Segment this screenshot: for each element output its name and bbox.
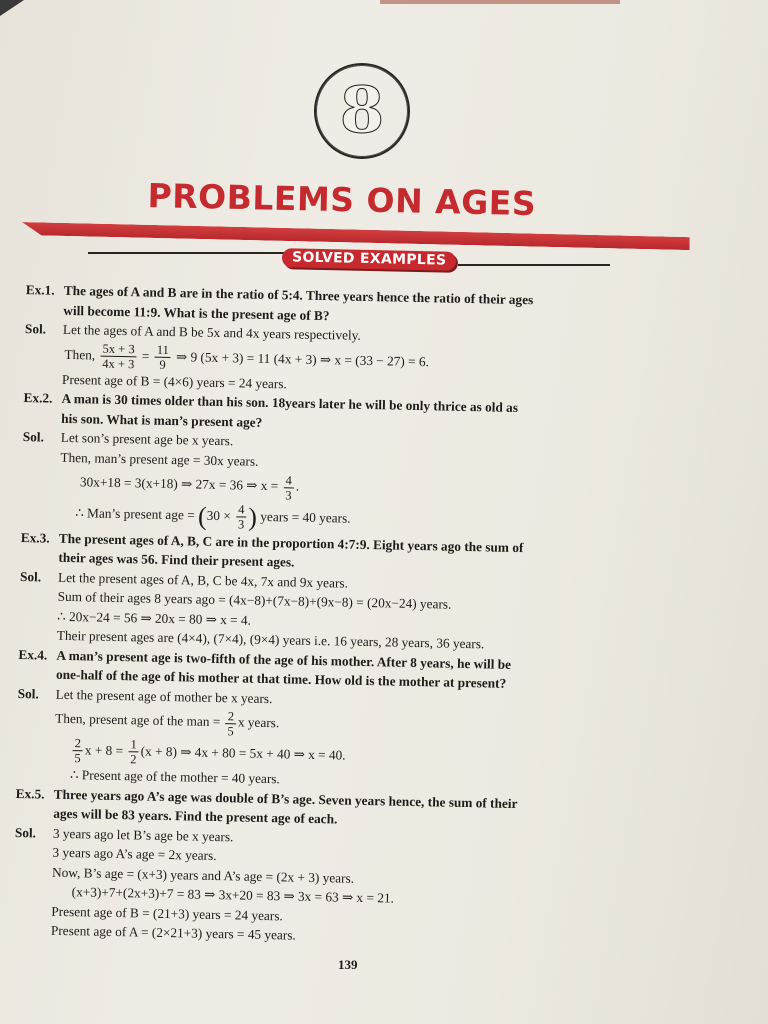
then-text: Then, <box>64 346 96 362</box>
question-text: Three years ago A’s age was double of B’s age. Seven years hence, the sum of their <box>53 786 518 811</box>
solution-line: Then, man’s present age = 30x years. <box>60 449 259 469</box>
example-label: Ex.3. <box>20 529 50 546</box>
equation-text: x years. <box>237 714 280 731</box>
numerator: 5x + 3 <box>100 342 136 358</box>
numerator: 11 <box>155 343 171 358</box>
chapter-title: PROBLEMS ON AGES <box>147 176 537 224</box>
numerator: 4 <box>283 473 294 488</box>
question-text: one-half of the age of his mother at that time. How old is the mother at present? <box>55 667 507 692</box>
solution-line: Sum of their ages 8 years ago = (4x−8)+(7x−8)+(9x−8) = (20x−24) years. <box>57 589 452 613</box>
examples-content <box>9 280 696 953</box>
equation-text: ∴ Man’s present age = <box>75 505 195 523</box>
solution-label: Sol. <box>24 321 47 337</box>
fraction <box>128 737 139 766</box>
numerator: 1 <box>128 737 139 752</box>
denominator: 5 <box>74 751 81 766</box>
denominator: 5 <box>227 724 234 739</box>
solution-line: Let son’s present age be x years. <box>60 430 234 449</box>
fraction <box>225 709 236 738</box>
question-text: ages will be 83 years. Find the present age of each. <box>53 806 338 827</box>
solution-line: 3 years ago A’s age = 2x years. <box>52 844 217 864</box>
solution-line: Let the present age of mother be x years. <box>55 686 273 706</box>
equation-text: (x + 8) ⇒ 4x + 80 = 5x + 40 ⇒ x = 40. <box>140 743 346 763</box>
question-text: The present ages of A, B, C are in the proportion 4:7:9. Eight years ago the sum of <box>58 530 524 555</box>
solution-line: Present age of B = (4×6) years = 24 years. <box>61 371 287 392</box>
top-edge-strip <box>380 0 620 4</box>
right-paren: ) <box>248 502 258 532</box>
right-divider-rule <box>458 264 610 266</box>
numerator: 2 <box>73 736 84 751</box>
solution-line: Present age of A = (2×21+3) years = 45 years. <box>50 922 296 943</box>
question-text: The ages of A and B are in the ratio of 5:4. Three years hence the ratio of their ages <box>63 282 534 308</box>
fraction <box>72 736 83 765</box>
question-text: A man is 30 times older than his son. 18years later he will be only thrice as old as <box>61 391 519 416</box>
denominator: 3 <box>285 488 292 503</box>
numerator: 4 <box>236 503 247 518</box>
left-paren: ( <box>197 501 207 531</box>
page-corner-shadow <box>0 0 24 16</box>
equation-text: Then, present age of the man = <box>55 711 221 730</box>
solution-line: ∴ 20x−24 = 56 ⇒ 20x = 80 ⇒ x = 4. <box>57 608 252 628</box>
solution-line: Let the ages of A and B be 5x and 4x years respectively. <box>62 321 361 343</box>
example-label: Ex.2. <box>23 390 53 407</box>
solution-line: Their present ages are (4×4), (7×4), (9×4) years i.e. 16 years, 28 years, 36 years. <box>56 628 485 652</box>
fraction <box>236 503 247 532</box>
solution-line: (x+3)+7+(2x+3)+7 = 83 ⇒ 3x+20 = 83 ⇒ 3x = 63 ⇒ x = 21. <box>71 884 395 906</box>
example-1 <box>20 280 696 402</box>
solution-line: 3 years ago let B’s age be x years. <box>52 825 234 845</box>
equation-text: ⇒ 9 (5x + 3) = 11 (4x + 3) ⇒ x = (33 − 27) = 6. <box>175 348 430 369</box>
paren-content: 30 × <box>206 507 231 524</box>
left-divider-rule <box>88 252 288 254</box>
denominator: 4x + 3 <box>102 356 135 372</box>
fraction <box>283 473 294 502</box>
solution-line: Now, B’s age = (x+3) years and A’s age = (2x + 3) years. <box>51 864 355 886</box>
chapter-number: 8 <box>339 73 385 148</box>
example-3 <box>15 528 691 659</box>
chapter-number-badge <box>314 63 410 159</box>
equation-text: years = 40 years. <box>260 508 351 526</box>
example-4 <box>12 645 689 797</box>
section-heading-pill: SOLVED EXAMPLES <box>282 248 457 271</box>
example-label: Ex.5. <box>15 785 45 802</box>
fraction <box>100 342 137 372</box>
equation-text: 30x+18 = 3(x+18) ⇒ 27x = 36 ⇒ x = <box>79 474 279 494</box>
page-number: 139 <box>338 957 358 972</box>
denominator: 3 <box>237 517 245 532</box>
solution-line: ∴ Present age of the mother = 40 years. <box>69 767 280 787</box>
solution-line: Present age of B = (21+3) years = 24 years. <box>51 903 283 924</box>
denominator: 9 <box>159 357 166 372</box>
question-text: will become 11:9. What is the present age of B? <box>63 302 330 323</box>
solution-label: Sol. <box>19 568 42 585</box>
fraction <box>154 343 171 372</box>
period: . <box>295 478 300 495</box>
question-text: A man’s present age is two-fifth of the age of his mother. After 8 years, he will be <box>56 647 512 672</box>
equals-sign: = <box>141 347 150 364</box>
title-underline-band <box>22 222 690 250</box>
solution-label: Sol. <box>14 824 37 841</box>
question-text: his son. What is man’s present age? <box>61 410 263 430</box>
example-label: Ex.4. <box>18 646 48 663</box>
solution-label: Sol. <box>22 429 45 445</box>
example-5 <box>9 784 686 953</box>
denominator: 2 <box>130 752 137 767</box>
example-2 <box>17 388 694 541</box>
solution-line: Let the present ages of A, B, C be 4x, 7x and 9x years. <box>57 569 349 591</box>
numerator: 2 <box>226 709 237 724</box>
equation-text: x + 8 = <box>84 742 124 758</box>
solution-label: Sol. <box>17 685 39 702</box>
question-text: their ages was 56. Find their present ages. <box>58 550 295 570</box>
example-label: Ex.1. <box>25 282 55 298</box>
